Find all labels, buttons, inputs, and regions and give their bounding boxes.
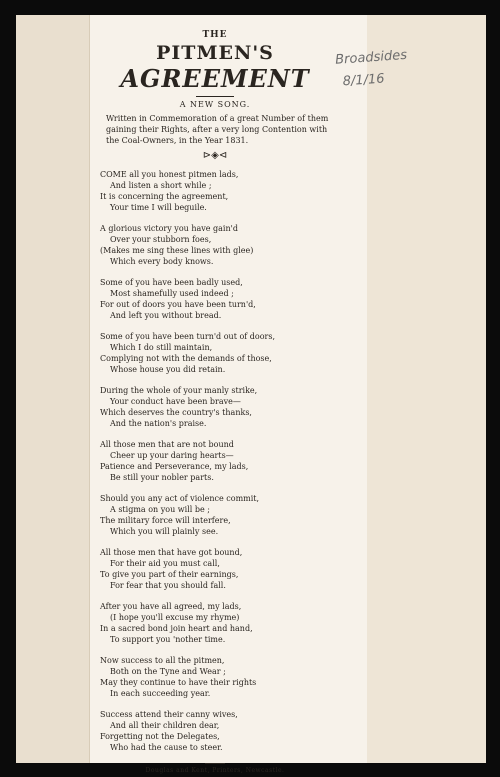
verse-line: Which I do still maintain,: [110, 343, 213, 352]
verse-line: Cheer up your daring hearts—: [110, 451, 234, 460]
note-line-2: 8/1/16: [342, 71, 386, 90]
verse-line: All those men that have got bound,: [100, 548, 243, 557]
verse-line: Some of you have been turn'd out of doors,: [100, 332, 275, 341]
verse-line: Be still your nobler parts.: [110, 473, 214, 482]
verse-line: (I hope you'll excuse my rhyme): [110, 613, 240, 622]
handwritten-note: [335, 44, 418, 93]
verse-line: For out of doors you have been turn'd,: [100, 300, 256, 309]
stanza: [100, 709, 330, 753]
verse-line: Whose house you did retain.: [110, 365, 226, 374]
verse-line: Both on the Tyne and Wear ;: [110, 667, 226, 676]
verse-line: (Makes me sing these lines with glee): [100, 246, 254, 255]
verse-line: Which every body knows.: [110, 257, 214, 266]
stanza: [100, 655, 330, 699]
verse-line: For their aid you must call,: [110, 559, 220, 568]
verse-line: Your conduct have been brave—: [110, 397, 241, 406]
verse-line: After you have all agreed, my lads,: [100, 602, 242, 611]
stanza: [100, 601, 330, 645]
title-rule: [196, 96, 234, 97]
verse-line: May they continue to have their rights: [100, 678, 257, 687]
stanza: [100, 169, 330, 213]
verse-line: To support you 'nother time.: [110, 635, 226, 644]
verse-line: In a sacred bond join heart and hand,: [100, 624, 253, 633]
right-margin: [367, 15, 486, 763]
verse-line: To give you part of their earnings,: [100, 570, 239, 579]
printer-footer: [100, 763, 330, 774]
song-content: [100, 30, 330, 774]
ornament-flourish: ⊳◈⊲: [202, 150, 228, 161]
verse-line: And all their children dear,: [110, 721, 220, 730]
verse-line: Some of you have been badly used,: [100, 278, 243, 287]
verse-line: A stigma on you will be ;: [110, 505, 210, 514]
verse-line: Now success to all the pitmen,: [100, 656, 225, 665]
verse-line: Which deserves the country's thanks,: [100, 408, 252, 417]
verse-line: Your time I will beguile.: [110, 203, 207, 212]
verse-line: And listen a short while ;: [110, 181, 212, 190]
stanza: [100, 439, 330, 483]
verse-line: COME all you honest pitmen lads,: [100, 170, 239, 179]
verse-line: A glorious victory you have gain'd: [100, 224, 238, 233]
stanza: [100, 547, 330, 591]
footer-rule: [205, 763, 225, 764]
verse-line: Patience and Perseverance, my lads,: [100, 462, 249, 471]
stanza: [100, 331, 330, 375]
verse-line: Should you any act of violence commit,: [100, 494, 260, 503]
verse-line: Who had the cause to steer.: [110, 743, 223, 752]
verse-line: The military force will interfere,: [100, 516, 231, 525]
verse-line: And the nation's praise.: [110, 419, 207, 428]
left-margin: [16, 15, 89, 763]
verse-line: Which you will plainly see.: [110, 527, 219, 536]
verse-line: It is concerning the agreement,: [100, 192, 229, 201]
verse-line: Complying not with the demands of those,: [100, 354, 272, 363]
stanza: [100, 277, 330, 321]
note-line-1: Broadsides: [334, 47, 408, 68]
commemoration-text: Written in Commemoration of a great Number of them gaining their Rights, after a very long Contention with the Coal-Owners, in the Year 1831.: [106, 114, 329, 145]
verse-line: Most shamefully used indeed ;: [110, 289, 234, 298]
stanza: [100, 223, 330, 267]
title-agreement: AGREEMENT: [120, 64, 310, 93]
printer-imprint: Douglas and Kent, Printers, Newcastle.: [145, 767, 285, 774]
verse-line: For fear that you should fall.: [110, 581, 226, 590]
stanza: [100, 385, 330, 429]
verse-line: During the whole of your manly strike,: [100, 386, 258, 395]
verse-line: All those men that are not bound: [100, 440, 234, 449]
title-article: THE: [202, 30, 228, 40]
stanza: [100, 493, 330, 537]
title-pitmens: PITMEN'S: [156, 42, 274, 64]
verse-line: Over your stubborn foes,: [110, 235, 212, 244]
verse-line: And left you without bread.: [110, 311, 222, 320]
verses: [100, 169, 330, 753]
subtitle: A NEW SONG.: [179, 100, 251, 109]
verse-line: Success attend their canny wives,: [100, 710, 238, 719]
verse-line: Forgetting not the Delegates,: [100, 732, 220, 741]
verse-line: In each succeeding year.: [110, 689, 211, 698]
